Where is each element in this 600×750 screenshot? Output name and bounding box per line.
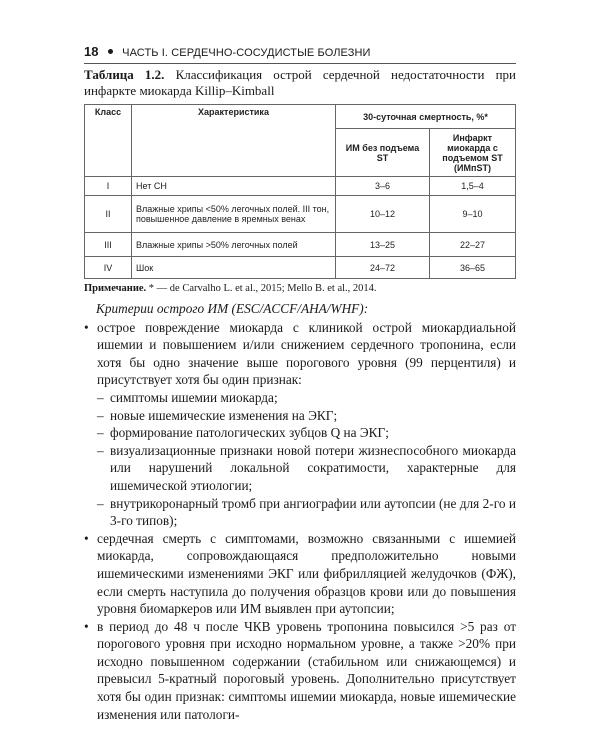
- page-number: 18: [84, 44, 99, 59]
- cell-no-st: 10–12: [336, 196, 430, 233]
- cell-characteristic: Влажные хрипы >50% легочных полей: [132, 233, 336, 257]
- table-caption-text: Классификация острой сердечной недостаточности при инфаркте миокарда Killip–Kimball: [84, 67, 516, 98]
- table-note: [84, 283, 377, 294]
- cell-characteristic: Нет СН: [132, 177, 336, 196]
- cell-class: I: [85, 177, 132, 196]
- table-row: [85, 257, 516, 279]
- note-label: Примечание.: [84, 283, 147, 294]
- criteria-list: [84, 319, 516, 724]
- table-caption-label: Таблица 1.2.: [84, 67, 165, 82]
- cell-class: III: [85, 233, 132, 257]
- note-text: * — de Carvalho L. et al., 2015; Mello B. et al., 2014.: [148, 283, 377, 294]
- sublist: [97, 389, 516, 530]
- cell-no-st: 13–25: [336, 233, 430, 257]
- cell-class: IV: [85, 257, 132, 279]
- table-row: [85, 196, 516, 233]
- running-head: [84, 44, 371, 59]
- header-class: Класс: [85, 105, 132, 177]
- list-item: [84, 319, 516, 530]
- cell-st: 9–10: [430, 196, 516, 233]
- sublist-item: – новые ишемические изменения на ЭКГ;: [97, 407, 516, 425]
- cell-st: 36–65: [430, 257, 516, 279]
- bullet-separator-icon: [108, 49, 113, 54]
- criteria-item-text: сердечная смерть с симптомами, возможно связанными с ишемией миокарда, сопровождающаяся предположительно новыми ишемическими изменениями ЭКГ или фибрилляцией желудочков (ФЖ), если смерть наступила до получения образцов крови или до повышения уровня биомаркеров или ИМ выявлен при аутопсии;: [97, 530, 516, 617]
- criteria-heading: Критерии острого ИМ (ESC/ACCF/AHA/WHF):: [96, 301, 369, 316]
- cell-st: 1,5–4: [430, 177, 516, 196]
- table-row: [85, 233, 516, 257]
- header-mortality: 30-суточная смертность, %*: [336, 105, 516, 129]
- cell-characteristic: Шок: [132, 257, 336, 279]
- cell-characteristic: Влажные хрипы <50% легочных полей. III тон, повышенное давление в яремных венах: [132, 196, 336, 233]
- table-caption: [84, 67, 516, 99]
- header-mi-st: Инфаркт миокарда с подъемом ST (ИМпST): [430, 129, 516, 177]
- header-characteristic: Характеристика: [132, 105, 336, 177]
- header-rule: [84, 63, 516, 64]
- cell-st: 22–27: [430, 233, 516, 257]
- killip-table: [84, 104, 516, 279]
- table-row: [85, 177, 516, 196]
- cell-no-st: 3–6: [336, 177, 430, 196]
- sublist-item: – симптомы ишемии миокарда;: [97, 389, 516, 407]
- sublist-item: – формирование патологических зубцов Q на ЭКГ;: [97, 424, 516, 442]
- body-text: [84, 300, 516, 723]
- criteria-item-text: в период до 48 ч после ЧКВ уровень тропонина повысился >5 раз от порогового уровня при исходно нормальном уровне, а также >20% при исходно повышенном содержании (стабильном или снижающемся) и превысил 5-кратный пороговый уровень. Дополнительно присутствует хотя бы один признак: симптомы ишемии миокарда, новые ишемические изменения или патологи-: [97, 618, 516, 722]
- header-mi-no-st: ИМ без подъема ST: [336, 129, 430, 177]
- list-item: [84, 530, 516, 618]
- sublist-item: – внутрикоронарный тромб при ангиографии или аутопсии (не для 2-го и 3-го типов);: [97, 495, 516, 530]
- criteria-item-text: острое повреждение миокарда с клиникой острой миокардиальной ишемии и повышением и/или снижением сердечного тропонина, если хотя бы одно значение выше порогового уровня (99 перцентиля) и присутствует хотя бы один признак:: [97, 319, 516, 388]
- part-title: ЧАСТЬ I. СЕРДЕЧНО-СОСУДИСТЫЕ БОЛЕЗНИ: [122, 47, 371, 59]
- cell-class: II: [85, 196, 132, 233]
- sublist-item: – визуализационные признаки новой потери жизнеспособного миокарда или нарушений локальной сократимости, характерные для ишемической этиологии;: [97, 442, 516, 495]
- list-item: [84, 618, 516, 724]
- cell-no-st: 24–72: [336, 257, 430, 279]
